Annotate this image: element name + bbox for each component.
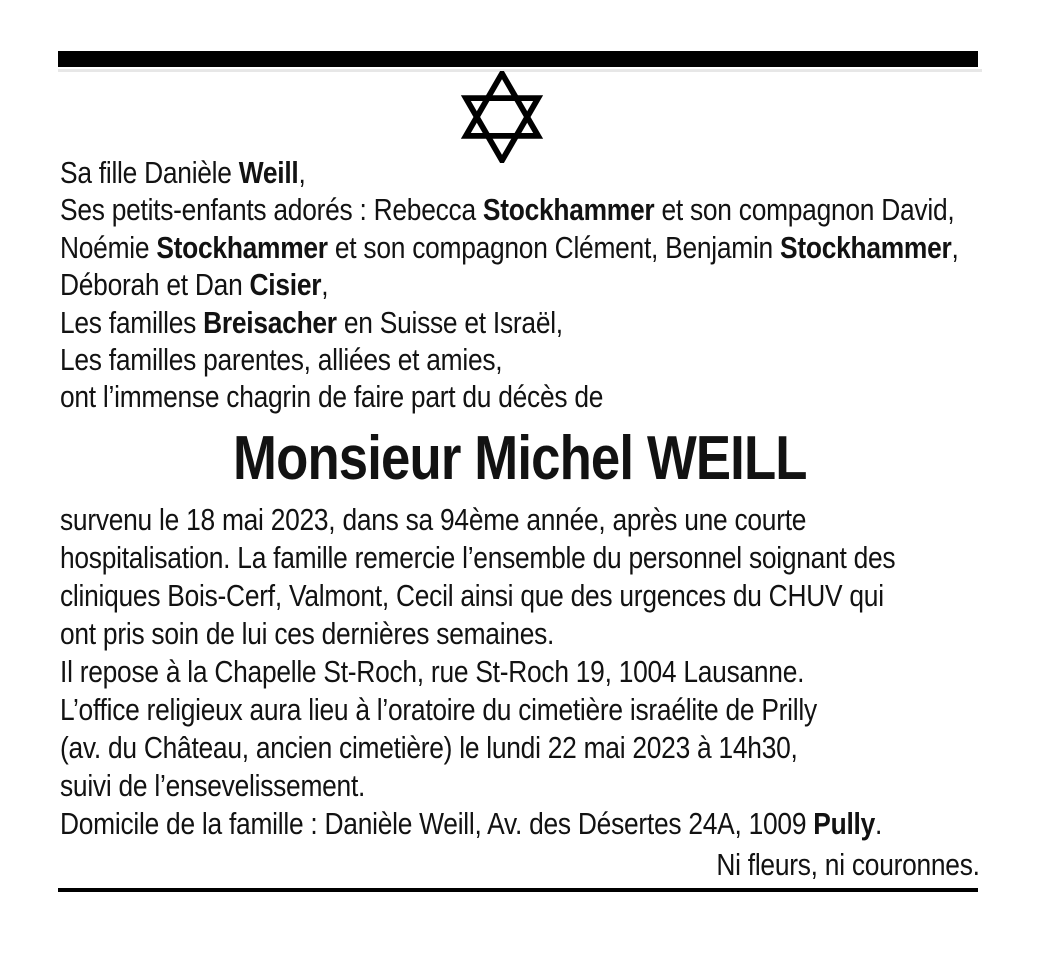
intro-line [60,378,980,415]
bold-name: Weill [238,155,299,190]
text-segment: suivi de l’ensevelissement. [60,767,366,803]
intro-line [60,266,980,303]
body-line [60,729,980,767]
text-segment: survenu le 18 mai 2023, dans sa 94ème année, après une courte [60,501,807,537]
body-line [60,615,980,653]
closing-line: Ni fleurs, ni couronnes. [716,846,980,882]
text-segment: , [298,155,306,190]
intro-line [60,304,980,341]
text-segment: Sa fille Danièle [60,155,239,190]
text-segment: cliniques Bois-Cerf, Valmont, Cecil ainsi que des urgences du CHUV qui [60,577,884,613]
bold-name: Stockhammer [780,229,952,265]
body-line [60,577,980,615]
text-segment: Noémie [60,229,157,265]
body-line [60,653,980,691]
body-line [60,691,980,729]
text-segment: hospitalisation. La famille remercie l’ensemble du personnel soignant des [60,539,896,575]
text-segment: ont pris soin de lui ces dernières semaines. [60,615,555,651]
text-segment: Déborah et Dan [60,267,250,303]
notice-text [60,154,980,884]
body-block [60,501,980,843]
body-line [60,767,980,805]
text-segment: en Suisse et Israël, [336,304,563,340]
text-segment: ont l’immense chagrin de faire part du décès de [60,379,604,415]
intro-block [60,154,980,416]
text-segment: (av. du Château, ancien cimetière) le lundi 22 mai 2023 à 14h30, [60,729,798,765]
intro-line [60,154,980,191]
bold-name: Stockhammer [482,192,655,228]
text-segment: . [875,805,883,841]
intro-line [60,229,980,266]
intro-line [60,341,980,378]
text-segment: et son compagnon David, [654,192,955,228]
body-line [60,501,980,539]
bottom-rule [58,888,978,892]
top-rule [58,51,978,67]
text-segment: et son compagnon Clément, Benjamin [327,229,781,265]
text-segment: Domicile de la famille : Danièle Weill, Av. des Désertes 24A, 1009 [60,805,814,841]
text-segment: , [321,267,329,303]
star-of-david-icon [460,71,544,163]
bold-name: Cisier [249,267,322,303]
text-segment: , [951,229,959,265]
intro-line [60,191,980,228]
bold-name: Stockhammer [156,229,328,265]
text-segment: Les familles [60,304,204,340]
text-segment: Ses petits-enfants adorés : Rebecca [60,192,483,228]
page-title: Monsieur Michel WEILL [233,423,807,493]
bold-name: Pully [813,805,876,841]
body-line [60,539,980,577]
text-segment: L’office religieux aura lieu à l’oratoire du cimetière israélite de Prilly [60,691,817,727]
bold-name: Breisacher [203,304,337,340]
text-segment: Les familles parentes, alliées et amies, [60,342,503,378]
body-line [60,805,980,843]
text-segment: Il repose à la Chapelle St-Roch, rue St-Roch 19, 1004 Lausanne. [60,653,805,689]
